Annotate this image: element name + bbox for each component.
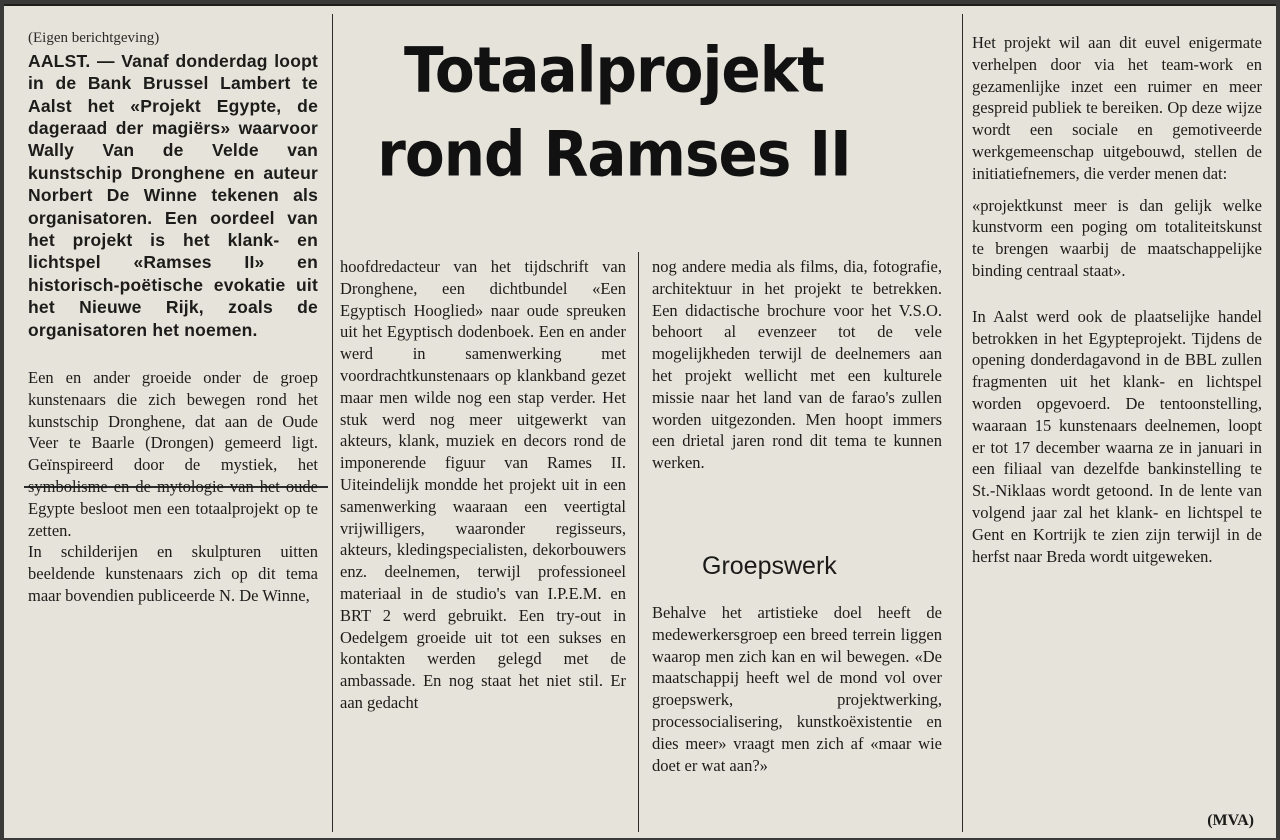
- column-rule: [332, 14, 333, 832]
- paragraph: Het projekt wil aan dit euvel enigermate verhelpen door via het team-work en gezamenlijke inzet een ruimer en meer gespreid publiek te bereiken. Op deze wijze wordt een sociale en gemotiveerde werkgemeenschap uitgebouwd, stellen de initiatiefnemers, die verder menen dat:: [972, 33, 1262, 183]
- quote: «projektkunst meer is dan gelijk welke kunstvorm een poging om totaliteitskunst te brengen waarbij de maatschappelijke binding centraal staat».: [972, 195, 1262, 280]
- paragraph: In Aalst werd ook de plaatselijke handel betrokken in het Egypteprojekt. Tijdens de opening donderdagavond in de BBL zullen fragmenten uit het klank- en lichtspel worden opgevoerd. De tentoonstelling, waaraan 15 kunstenaars deelnemen, loopt er tot 17 december waarna ze in januari in een filiaal van dezelfde bankinstelling te St.-Niklaas wordt getoond. In de lente van volgend jaar zal het klank- en lichtspel te Gent en Kortrijk te zien zijn terwijl in de herfst naar Breda wordt uitgeweken.: [972, 306, 1262, 566]
- author-initials: (MVA): [1207, 812, 1254, 829]
- paragraph: hoofdredacteur van het tijdschrift van Dronghene, een dichtbundel «Een Egyptisch Hooglied» naar oude spreuken uit het Egyptisch dodenboek. Een en ander werd in samenwerking met voordrachtkunstenaars op klankband gezet maar men wilde nog een stap verder. Het stuk werd nog meer uitgewerkt van akteurs, klank, muziek en decors rond de imponerende figuur van Rames II. Uiteindelijk mondde het projekt uit in een samenwerking waaraan een veertigtal vrijwilligers, waaronder regisseurs, akteurs, kledingspecialisten, dekorbouwers enz. deelnemen, terwijl professioneel materiaal in de studio's van I.P.E.M. en BRT 2 werd gebruikt. Een try-out in Oedelgem groeide uit tot een sukses en kontakten werden gelegd met de ambassade. En nog staat het niet stil. Er aan gedacht: [340, 257, 626, 712]
- subheading: Groepswerk: [702, 552, 837, 580]
- column-1: [28, 28, 318, 607]
- column-rule: [638, 252, 639, 832]
- paragraph: In schilderijen en skulpturen uitten beeldende kunstenaars zich op dit tema maar bovendien publiceerde N. De Winne,: [28, 542, 318, 606]
- headline-line: rond Ramses II: [377, 117, 851, 191]
- byline: (Eigen berichtgeving): [28, 30, 160, 46]
- column-3-lower: [652, 602, 942, 776]
- newspaper-clipping: [4, 4, 1276, 838]
- column-rule: [962, 14, 963, 832]
- headline: [344, 28, 884, 196]
- lead-paragraph: AALST. — Vanaf donderdag loopt in de Bank Brussel Lambert te Aalst het «Projekt Egypte, de dageraad der magiërs» waarvoor Wally Van de Velde van kunstschip Dronghene en auteur Norbert De Winne tekenen als organisatoren. Een oordeel van het projekt is het klank- en lichtspel «Ramses II» en historisch-poëtische evokatie uit het Nieuwe Rijk, zoals de organisatoren het noemen.: [28, 50, 318, 340]
- column-3: [652, 256, 942, 474]
- column-2: [340, 256, 626, 714]
- paragraph: Behalve het artistieke doel heeft de medewerkersgroep een breed terrein liggen waarop men zich kan en wil bewegen. «De maatschappij heeft wel de mond vol over groepswerk, projektwerking, processocialisering, kunstkoëxistentie en dies meer» vraagt men zich af «maar wie doet er wat aan?»: [652, 603, 942, 775]
- paragraph: nog andere media als films, dia, fotografie, architektuur in het projekt te betrekken. Een didactische brochure voor het V.S.O. behoort al evenzeer tot de vele mogelijkheden terwijl de deelnemers aan het projekt wellicht met een kulturele missie naar het land van de farao's zullen worden uitgezonden. Men hoopt immers een drietal jaren rond dit tema te kunnen werken.: [652, 257, 942, 473]
- headline-line: Totaalprojekt: [403, 33, 825, 107]
- paragraph: Een en ander groeide onder de groep kunstenaars die zich bewegen rond het kunstschip Dronghene, dat aan de Oude Veer te Baarle (Drongen) gemeerd ligt. Geïnspireerd door de mystiek, het symbolisme en de mytologie van het oude Egypte besloot men een totaalprojekt op te zetten.: [28, 368, 318, 540]
- column-4: [972, 32, 1262, 567]
